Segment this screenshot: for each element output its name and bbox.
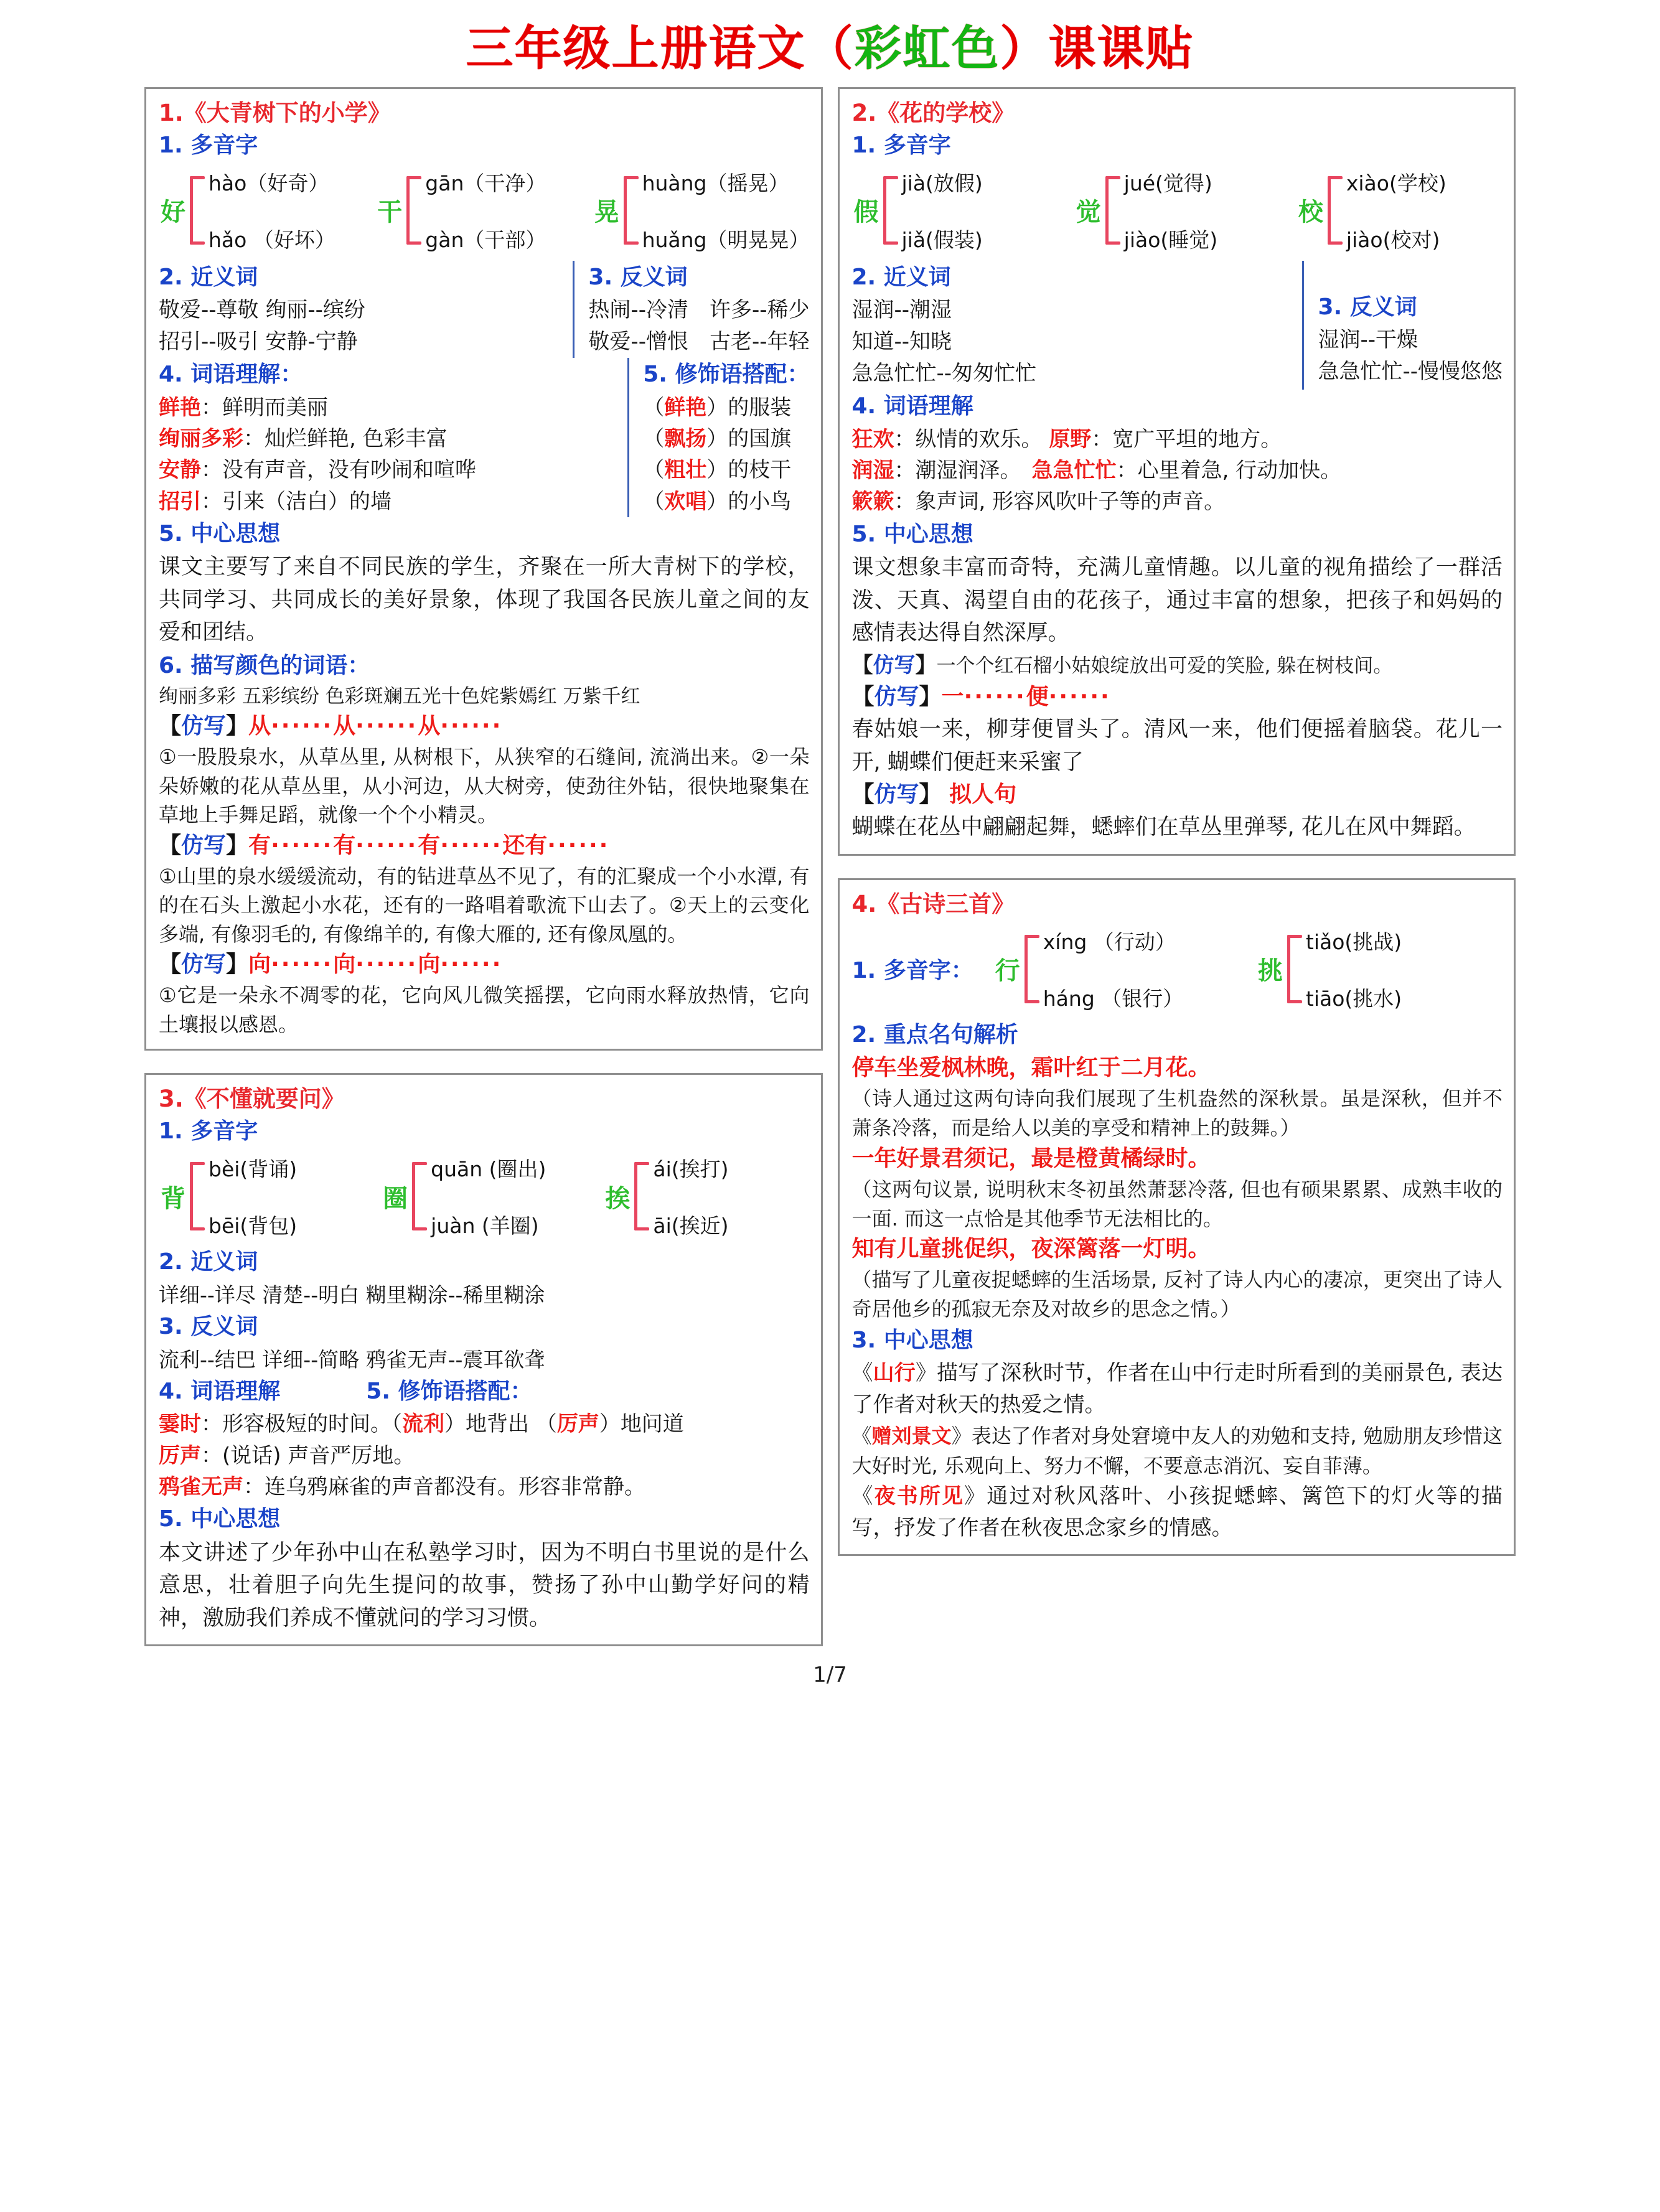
poem-name: 赠刘景文: [871, 1424, 952, 1448]
spacer: [1318, 261, 1503, 291]
definition-row: [159, 454, 616, 485]
definition-text: ：纵情的欢乐。: [894, 426, 1043, 452]
lesson-1-pattern-2: [159, 830, 810, 862]
title-part-2: ）课课贴: [1000, 21, 1194, 76]
page-title: [0, 0, 1660, 87]
lesson-3-polyphone-group: [159, 1152, 810, 1240]
pattern-keyword: 从: [248, 713, 271, 739]
synonym-line: 湿润--潮湿: [851, 298, 952, 323]
brace-icon: [634, 1156, 650, 1237]
lesson-3-main-idea-text: 本文讲述了少年孙中山在私塾学习时，因为不明白书里说的是什么意思，壮着胆子向先生提问的故事，赞扬了孙中山勤学好问的精神，激励我们养成不懂就问的学习习惯。: [159, 1540, 810, 1631]
lesson-1-main-idea-text: 课文主要写了来自不同民族的学生，齐聚在一所大青树下的学校，共同学习、共同成长的美好景象，体现了我国各民族儿童之间的友爱和团结。: [159, 555, 810, 645]
pattern-keyword: 向: [418, 951, 441, 977]
polyphone-item: [159, 166, 359, 255]
pattern-tag: 【仿写】: [159, 832, 249, 858]
synonym-line: 敬爱--尊敬 绚丽--缤纷: [159, 298, 365, 323]
lesson-1-card: [144, 87, 823, 1051]
lesson-1-defs-collocations-split: [159, 358, 810, 517]
lesson-2-title: 2.《花的学校》: [851, 99, 1015, 126]
polyphone-item: [603, 1152, 809, 1240]
lesson-2-pattern-1-example: 一个个红石榴小姑娘绽放出可爱的笑脸, 躲在树枝间。: [936, 654, 1393, 677]
reading-top: tiǎo(挑战): [1305, 929, 1402, 954]
reading-top: quān (圈出): [431, 1157, 546, 1182]
right-column: [838, 87, 1516, 1557]
reading-top: huàng（摇晃）: [642, 171, 789, 195]
brace-icon: [406, 170, 423, 251]
brace-icon: [1105, 170, 1122, 251]
definition-text: ：连乌鸦麻雀的声音都没有。形容非常静。: [243, 1474, 645, 1500]
lesson-2-pattern-2: [852, 681, 1503, 713]
polyphone-readings: [642, 166, 810, 255]
pattern-keyword: 从: [333, 713, 356, 739]
page-number: 1/7: [813, 1662, 847, 1688]
definition-term: 安静: [159, 457, 201, 483]
polyphone-readings: [425, 166, 546, 255]
definition-term: 招引: [159, 489, 201, 514]
definition-text: ：象声词, 形容风吹叶子等的声音。: [894, 489, 1226, 515]
lesson-1-antonyms: [573, 261, 809, 358]
lesson-3-section-polyphone-heading: 1. 多音字: [159, 1118, 258, 1144]
definition-text: ：形容极短的时间。: [201, 1412, 392, 1437]
poem-name: 夜书所见: [874, 1484, 965, 1509]
pattern-tag: 【仿写】: [159, 713, 249, 739]
reading-bottom: gàn（干部）: [425, 227, 546, 252]
lesson-2-pattern-1: 【仿写】一个个红石榴小姑娘绽放出可爱的笑脸, 躲在树枝间。: [851, 652, 1393, 678]
lesson-3-word-meaning-heading-wrap: [159, 1375, 291, 1408]
reading-bottom: bēi(背包): [209, 1214, 298, 1239]
reading-top: xíng （行动）: [1043, 929, 1176, 954]
polyphone-readings: [902, 166, 983, 255]
collocation-term: 飘扬: [664, 426, 707, 452]
polyphone-item: [1074, 166, 1280, 255]
pattern-dots: ······: [355, 951, 418, 977]
word-meaning-heading: 4. 词语理解: [159, 1379, 281, 1405]
poem-note: （这两句议景, 说明秋末冬初虽然萧瑟冷落, 但也有硕果累累、成熟丰收的一面. 而这一点恰是其他季节无法相比的。: [851, 1177, 1503, 1230]
lesson-2-pattern-3-example: 蝴蝶在花丛中翩翩起舞，蟋蟀们在草丛里弹琴, 花儿在风中舞蹈。: [851, 815, 1476, 840]
lesson-3-antonyms-heading: 3. 反义词: [159, 1314, 258, 1340]
polyphone-char: 假: [853, 198, 879, 227]
definition-row: [159, 392, 616, 423]
lesson-3-definition-row-3: [159, 1471, 810, 1502]
poem-line: 停车坐爱枫林晚，霜叶红于二月花。: [851, 1055, 1211, 1081]
lesson-2-section-polyphone-heading: 1. 多音字: [851, 132, 951, 158]
definition-term: 狂欢: [851, 426, 894, 452]
polyphone-readings: [1306, 925, 1402, 1013]
brace-icon: [190, 1156, 206, 1237]
reading-bottom: tiāo(挑水): [1305, 986, 1402, 1011]
polyphone-item: [993, 925, 1240, 1013]
polyphone-item: [159, 1152, 365, 1240]
title-part-1: 三年级上册语文（: [466, 21, 855, 76]
polyphone-char: 挨: [605, 1184, 631, 1213]
lesson-4-main-idea-heading: 3. 中心思想: [851, 1327, 973, 1353]
lesson-3-card: [144, 1073, 823, 1646]
pattern-dots: ······: [440, 713, 503, 739]
lesson-3-main-idea-heading: 5. 中心思想: [159, 1506, 281, 1532]
reading-top: jué(觉得): [1123, 171, 1212, 195]
collocation-term: 厉声: [556, 1412, 599, 1437]
lesson-2-definition-row-1: [852, 424, 1503, 455]
lesson-1-pattern-3-example: ①它是一朵永不凋零的花，它向风儿微笑摇摆，它向雨水释放热情，它向土壤报以感恩。: [159, 983, 810, 1036]
word-meaning-heading: 4. 词语理解：: [159, 362, 303, 388]
collocation-term: 欢唱: [664, 489, 707, 514]
lesson-3-antonyms: 流利--结巴 详细--简略 鸦雀无声--震耳欲聋: [159, 1347, 545, 1372]
reading-top: bèi(背诵): [209, 1157, 298, 1182]
lesson-2-polyphone-group: [852, 166, 1503, 255]
brace-icon: [624, 170, 640, 251]
pattern-keyword: 有: [418, 832, 441, 858]
lesson-1-section-polyphone-heading: 1. 多音字: [159, 132, 258, 158]
definition-term: 簌簌: [851, 489, 894, 515]
pattern-dots: ······: [547, 832, 610, 858]
pattern-keyword: 还有: [502, 832, 548, 858]
reading-top: ái(挨打): [653, 1157, 729, 1182]
synonym-line: 急急忙忙--匆匆忙忙: [851, 361, 1037, 387]
definition-text: ：心里着急, 行动加快。: [1116, 458, 1342, 484]
reading-top: xiào(学校): [1346, 171, 1447, 195]
poem-summary-text: 通过对秋风落叶、小孩捉蟋蟀、篱笆下的灯火等的描写，抒发了作者在秋夜思念家乡的情感。: [851, 1484, 1503, 1541]
polyphone-char: 好: [161, 198, 185, 227]
content-columns: [0, 87, 1660, 1647]
pattern-keyword: 从: [418, 713, 441, 739]
antonym-line: 热闹--冷清 许多--稀少: [588, 298, 810, 323]
collocation-row: （飘扬）的国旗: [643, 426, 792, 452]
collocation-text: 的服装: [728, 395, 792, 420]
brace-icon: [412, 1156, 428, 1237]
polyphone-readings: [1043, 925, 1184, 1013]
brace-icon: [1025, 929, 1041, 1010]
reading-top: hào（好奇）: [209, 171, 329, 195]
brace-icon: [1328, 170, 1344, 251]
lesson-2-main-idea-text: 课文想象丰富而奇特，充满儿童情趣。以儿童的视角描绘了一群活泼、天真、渴望自由的花孩子，通过丰富的想象，把孩子和妈妈的感情表达得自然深厚。: [851, 555, 1503, 646]
collocation-text: 的枝干: [728, 457, 792, 483]
lesson-2-definition-row-2: [852, 455, 1503, 486]
pattern-keyword: 拟人句: [949, 782, 1017, 808]
lesson-3-definition-row-2: [159, 1440, 810, 1471]
definition-term: 原野: [1049, 426, 1092, 452]
pattern-dots: ······: [1048, 683, 1111, 710]
synonyms-heading: 2. 近义词: [159, 264, 258, 290]
synonyms-heading: 2. 近义词: [851, 264, 951, 290]
lesson-2-word-meaning-heading: 4. 词语理解: [851, 393, 973, 419]
reading-bottom: huǎng（明晃晃）: [642, 227, 810, 252]
definition-row: [159, 486, 616, 517]
pattern-dots: ······: [440, 951, 503, 977]
antonyms-heading: 3. 反义词: [588, 264, 688, 290]
polyphone-char: 挑: [1257, 957, 1283, 986]
polyphone-readings: [1124, 166, 1218, 255]
lesson-4-polyphone-heading: 1. 多音字：: [851, 958, 973, 984]
polyphone-readings: [209, 166, 335, 255]
definition-term: 润湿: [851, 458, 894, 484]
lesson-3-collocation-heading-wrap: [366, 1375, 532, 1408]
reading-bottom: jiào(睡觉): [1123, 227, 1218, 252]
reading-bottom: hǎo （好坏）: [209, 227, 335, 252]
left-column: [144, 87, 823, 1647]
collocation-row: （粗壮）的枝干: [643, 457, 792, 483]
lesson-2-card: [838, 87, 1516, 856]
title-highlight: 彩虹色: [854, 21, 1000, 76]
poem-note: （描写了儿童夜捉蟋蟀的生活场景, 反衬了诗人内心的凄凉，更突出了诗人奇居他乡的孤寂无奈及对故乡的思念之情。）: [851, 1268, 1503, 1321]
brace-icon: [1287, 929, 1303, 1010]
poem-name: 山行: [873, 1361, 916, 1386]
synonym-line: 招引--吸引 安静-宁静: [159, 329, 358, 355]
lesson-2-pattern-2-example: 春姑娘一来，柳芽便冒头了。清风一来，他们便摇着脑袋。花儿一开, 蝴蝶们便赶来采蜜了: [851, 717, 1503, 775]
poem-summary-text: 描写了深秋时节，作者在山中行走时所看到的美丽景色, 表达了作者对秋天的热爱之情。: [851, 1361, 1503, 1418]
brace-icon: [190, 170, 206, 251]
polyphone-readings: [1346, 166, 1447, 255]
lesson-1-polyphone-group: [159, 166, 810, 255]
polyphone-item: [375, 166, 576, 255]
reading-bottom: jiǎ(假装): [901, 227, 983, 252]
antonym-line: 湿润--干燥: [1318, 327, 1418, 353]
lesson-1-synonyms: [159, 261, 573, 358]
poem-summary: 《夜书所见》通过对秋风落叶、小孩捉蟋蟀、篱笆下的灯火等的描写，抒发了作者在秋夜思念家乡的情感。: [851, 1484, 1503, 1541]
polyphone-char: 干: [377, 198, 403, 227]
polyphone-char: 圈: [383, 1184, 408, 1213]
pattern-keyword: 便: [1026, 683, 1049, 710]
definition-text: ：潮湿润泽。: [894, 458, 1011, 484]
antonym-line: 敬爱--憎恨 古老--年轻: [588, 329, 810, 355]
pattern-dots: ······: [271, 832, 334, 858]
lesson-2-synonym-antonym-split: [852, 261, 1503, 390]
lesson-2-main-idea-heading: 5. 中心思想: [851, 521, 973, 547]
lesson-4-polyphone-group: [852, 925, 1503, 1013]
definition-text: ：(说话) 声音严厉地。: [201, 1443, 415, 1468]
collocation-heading: 5. 修饰语搭配：: [643, 362, 810, 388]
definition-text: ：引来（洁白）的墙: [201, 489, 392, 514]
lesson-3-synonyms: 详细--详尽 清楚--明白 糊里糊涂--稀里糊涂: [159, 1282, 545, 1307]
lesson-2-definition-row-3: [852, 486, 1503, 517]
collocation-text: 的国旗: [728, 426, 792, 452]
definition-text: ：宽广平坦的地方。: [1091, 426, 1282, 452]
definition-text: ：没有声音，没有吵闹和喧哗: [201, 457, 476, 483]
pattern-dots: ······: [271, 951, 334, 977]
pattern-dots: ······: [355, 713, 418, 739]
pattern-dots: ······: [355, 832, 418, 858]
lesson-3-synonyms-heading: 2. 近义词: [159, 1249, 258, 1275]
lesson-1-word-meanings: [159, 358, 627, 517]
pattern-tag: 【仿写】: [851, 683, 942, 710]
poem-summary: 《山行》描写了深秋时节，作者在山中行走时所看到的美丽景色, 表达了作者对秋天的热爱之情。: [851, 1361, 1503, 1418]
lesson-1-pattern-1: [159, 710, 810, 743]
polyphone-item: [852, 166, 1058, 255]
lesson-1-color-words: 绚丽多彩 五彩缤纷 色彩斑斓五光十色姹紫嫣红 万紫千红: [159, 685, 640, 708]
pattern-keyword: 向: [248, 951, 271, 977]
polyphone-char: 背: [161, 1184, 185, 1213]
definition-term: 厉声: [159, 1443, 201, 1468]
polyphone-readings: [431, 1152, 546, 1240]
lesson-1-pattern-1-example: ①一股股泉水，从草丛里, 从树根下，从狭窄的石缝间, 流淌出来。②一朵朵娇嫩的花从草丛里，从小河边，从大树旁，使劲往外钻，很快地聚集在草地上手舞足蹈，就像一个个小精灵。: [159, 745, 810, 827]
poem-line: 一年好景君须记，最是橙黄橘绿时。: [851, 1145, 1211, 1171]
pattern-dots: ······: [271, 713, 334, 739]
definition-term: 绚丽多彩: [159, 426, 243, 452]
lesson-1-title: 1.《大青树下的小学》: [159, 99, 391, 126]
polyphone-readings: [653, 1152, 728, 1240]
antonym-line: 急急忙忙--慢慢悠悠: [1318, 359, 1503, 385]
definition-term: 鸦雀无声: [159, 1474, 243, 1500]
collocation-row: （欢唱）的小鸟: [643, 489, 792, 514]
polyphone-item: [381, 1152, 587, 1240]
lesson-4-key-sentences-heading: 2. 重点名句解析: [851, 1021, 1018, 1047]
lesson-1-color-words-heading: 6. 描写颜色的词语：: [159, 652, 370, 678]
collocation-term: 粗壮: [664, 457, 707, 483]
lesson-3-headings-split: [159, 1375, 810, 1408]
lesson-2-antonyms: [1302, 261, 1503, 390]
lesson-3-definition-row-1: 霎时：形容极短的时间。（流利）地背出 （厉声）地问道: [159, 1412, 684, 1437]
pattern-keyword: 有: [248, 832, 271, 858]
definition-term: 急急忙忙: [1031, 458, 1117, 484]
polyphone-char: 行: [995, 957, 1020, 986]
definition-row: [159, 423, 616, 454]
definition-term: 霎时: [159, 1412, 201, 1437]
collocation-row: （鲜艳）的服装: [643, 395, 792, 420]
polyphone-item: [1256, 925, 1503, 1013]
polyphone-item: [1297, 166, 1503, 255]
polyphone-readings: [209, 1152, 297, 1240]
lesson-1-synonym-antonym-split: [159, 261, 810, 358]
collocation-term: 流利: [402, 1412, 444, 1437]
pattern-keyword: 向: [333, 951, 356, 977]
collocation-text: 地问道: [620, 1412, 684, 1437]
definition-text: ：灿烂鲜艳, 色彩丰富: [243, 426, 448, 452]
poem-summary: 《赠刘景文》表达了作者对身处窘境中友人的劝勉和支持, 勉励朋友珍惜这大好时光, 乐观向上、努力不懈，不要意志消沉、妄自菲薄。: [851, 1424, 1503, 1478]
collocation-text: 地背出: [466, 1412, 529, 1437]
pattern-keyword: 一: [941, 683, 964, 710]
lesson-1-pattern-2-example: ①山里的泉水缓缓流动，有的钻进草丛不见了，有的汇聚成一个小水潭, 有的在石头上激起小水花，还有的一路唱着歌流下山去了。②天上的云变化多端, 有像羽毛的, 有像绵羊的, 有像大雁的, 还有像凤凰的。: [159, 864, 810, 946]
lesson-4-card: [838, 878, 1516, 1557]
polyphone-char: 觉: [1076, 198, 1101, 227]
definition-text: ：鲜明而美丽: [201, 395, 328, 420]
polyphone-item: [593, 166, 810, 255]
reading-top: gān（干净）: [425, 171, 546, 195]
pattern-dots: ······: [440, 832, 503, 858]
synonym-line: 知道--知晓: [851, 329, 952, 355]
polyphone-char: 晃: [594, 198, 619, 227]
poem-line: 知有儿童挑促织，夜深篱落一灯明。: [851, 1236, 1211, 1262]
reading-top: jià(放假): [901, 171, 983, 195]
collocation-heading: 5. 修饰语搭配：: [366, 1379, 533, 1405]
reading-bottom: háng （银行）: [1043, 986, 1184, 1011]
reading-bottom: juàn (羊圈): [431, 1214, 539, 1239]
lesson-1-collocations: [627, 358, 809, 517]
pattern-tag: 【仿写】: [159, 951, 249, 977]
brace-icon: [883, 170, 899, 251]
collocation-term: 鲜艳: [664, 395, 707, 420]
lesson-3-title: 3.《不懂就要问》: [159, 1085, 345, 1112]
reading-bottom: āi(挨近): [653, 1214, 729, 1239]
pattern-tag: 【仿写】: [851, 782, 942, 808]
poem-summary-text: 表达了作者对身处窘境中友人的劝勉和支持, 勉励朋友珍惜这大好时光, 乐观向上、努力不懈，不要意志消沉、妄自菲薄。: [851, 1424, 1503, 1478]
antonyms-heading: 3. 反义词: [1318, 294, 1417, 320]
pattern-keyword: 有: [333, 832, 356, 858]
poem-note: （诗人通过这两句诗向我们展现了生机盎然的深秋景。虽是深秋，但并不萧条冷落，而是给人以美的享受和精神上的鼓舞。）: [851, 1087, 1503, 1140]
collocation-text: 的小鸟: [728, 489, 792, 514]
pattern-dots: ······: [964, 683, 1026, 710]
lesson-2-pattern-3: [852, 779, 1503, 811]
lesson-1-main-idea-heading: 5. 中心思想: [159, 520, 281, 546]
lesson-1-pattern-3: [159, 949, 810, 981]
polyphone-char: 校: [1298, 198, 1323, 227]
reading-bottom: jiào(校对): [1346, 227, 1440, 252]
definition-term: 鲜艳: [159, 395, 201, 420]
lesson-4-title: 4.《古诗三首》: [851, 890, 1015, 917]
lesson-2-synonyms: [852, 261, 1303, 390]
